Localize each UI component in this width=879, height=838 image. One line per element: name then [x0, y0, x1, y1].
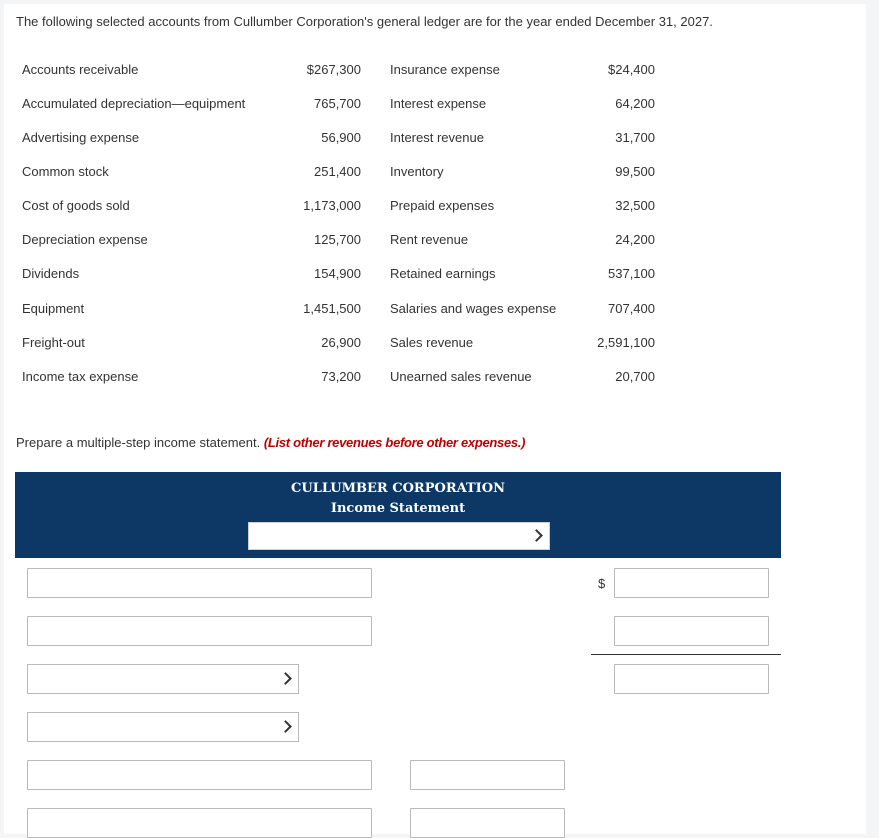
- account-amount: 765,700: [314, 96, 361, 111]
- chevron-right-icon: [279, 672, 292, 685]
- account-name: Equipment: [22, 301, 85, 316]
- account-amount: 154,900: [314, 266, 361, 281]
- line-label-select[interactable]: [27, 664, 299, 694]
- instruction-note: (List other revenues before other expenses.): [263, 435, 526, 450]
- account-name: Interest revenue: [390, 130, 484, 145]
- account-amount: 707,400: [608, 301, 655, 316]
- statement-header: [15, 472, 781, 558]
- account-name: Salaries and wages expense: [390, 301, 557, 316]
- company-name: CULLUMBER CORPORATION: [291, 481, 505, 496]
- account-name: Interest expense: [390, 96, 487, 111]
- problem-panel: [4, 4, 866, 834]
- line-amount-input[interactable]: [410, 808, 565, 838]
- intro-text: The following selected accounts from Cullumber Corporation's general ledger are for the year ended December 31, 2027.: [16, 14, 713, 29]
- account-name: Retained earnings: [390, 266, 496, 281]
- instruction-text: [16, 435, 525, 450]
- account-name: Prepaid expenses: [390, 198, 495, 213]
- statement-title: Income Statement: [330, 501, 466, 516]
- line-amount-input[interactable]: [614, 616, 769, 646]
- period-select[interactable]: [248, 522, 550, 550]
- account-amount: 64,200: [615, 96, 655, 111]
- account-name: Accounts receivable: [22, 62, 139, 77]
- account-name: Sales revenue: [390, 335, 474, 350]
- account-name: Cost of goods sold: [22, 198, 130, 213]
- account-amount: $24,400: [608, 62, 655, 77]
- account-name: Accumulated depreciation—equipment: [22, 96, 246, 111]
- account-amount: 99,500: [615, 164, 655, 179]
- account-amount: 73,200: [321, 369, 361, 384]
- account-name: Freight-out: [22, 335, 85, 350]
- account-name: Advertising expense: [22, 130, 140, 145]
- line-label-input[interactable]: [27, 568, 372, 598]
- account-name: Dividends: [22, 266, 80, 281]
- account-name: Income tax expense: [22, 369, 139, 384]
- account-amount: 1,173,000: [303, 198, 361, 213]
- account-name: Unearned sales revenue: [390, 369, 532, 384]
- line-amount-input[interactable]: [410, 760, 565, 790]
- total-underline: [591, 654, 781, 655]
- chevron-down-icon: [530, 529, 543, 542]
- account-amount: 537,100: [608, 266, 655, 281]
- account-amount: 20,700: [615, 369, 655, 384]
- line-amount-input[interactable]: [614, 664, 769, 694]
- account-amount: 125,700: [314, 232, 361, 247]
- account-amount: 24,200: [615, 232, 655, 247]
- line-label-input[interactable]: [27, 808, 372, 838]
- account-name: Common stock: [22, 164, 109, 179]
- account-amount: 26,900: [321, 335, 361, 350]
- currency-symbol: $: [598, 576, 606, 591]
- account-name: Depreciation expense: [22, 232, 148, 247]
- line-label-input[interactable]: [27, 616, 372, 646]
- account-amount: 31,700: [615, 130, 655, 145]
- account-amount: 1,451,500: [303, 301, 361, 316]
- instruction-main: Prepare a multiple-step income statement.: [16, 435, 261, 450]
- account-amount: 251,400: [314, 164, 361, 179]
- account-amount: 32,500: [615, 198, 655, 213]
- account-name: Inventory: [390, 164, 444, 179]
- account-name: Rent revenue: [390, 232, 469, 247]
- account-name: Insurance expense: [390, 62, 500, 77]
- account-amount: $267,300: [306, 62, 361, 77]
- line-label-select[interactable]: [27, 712, 299, 742]
- account-amount: 56,900: [321, 130, 361, 145]
- line-amount-input[interactable]: [614, 568, 769, 598]
- account-amount: 2,591,100: [597, 335, 655, 350]
- line-label-input[interactable]: [27, 760, 372, 790]
- chevron-right-icon: [279, 720, 292, 733]
